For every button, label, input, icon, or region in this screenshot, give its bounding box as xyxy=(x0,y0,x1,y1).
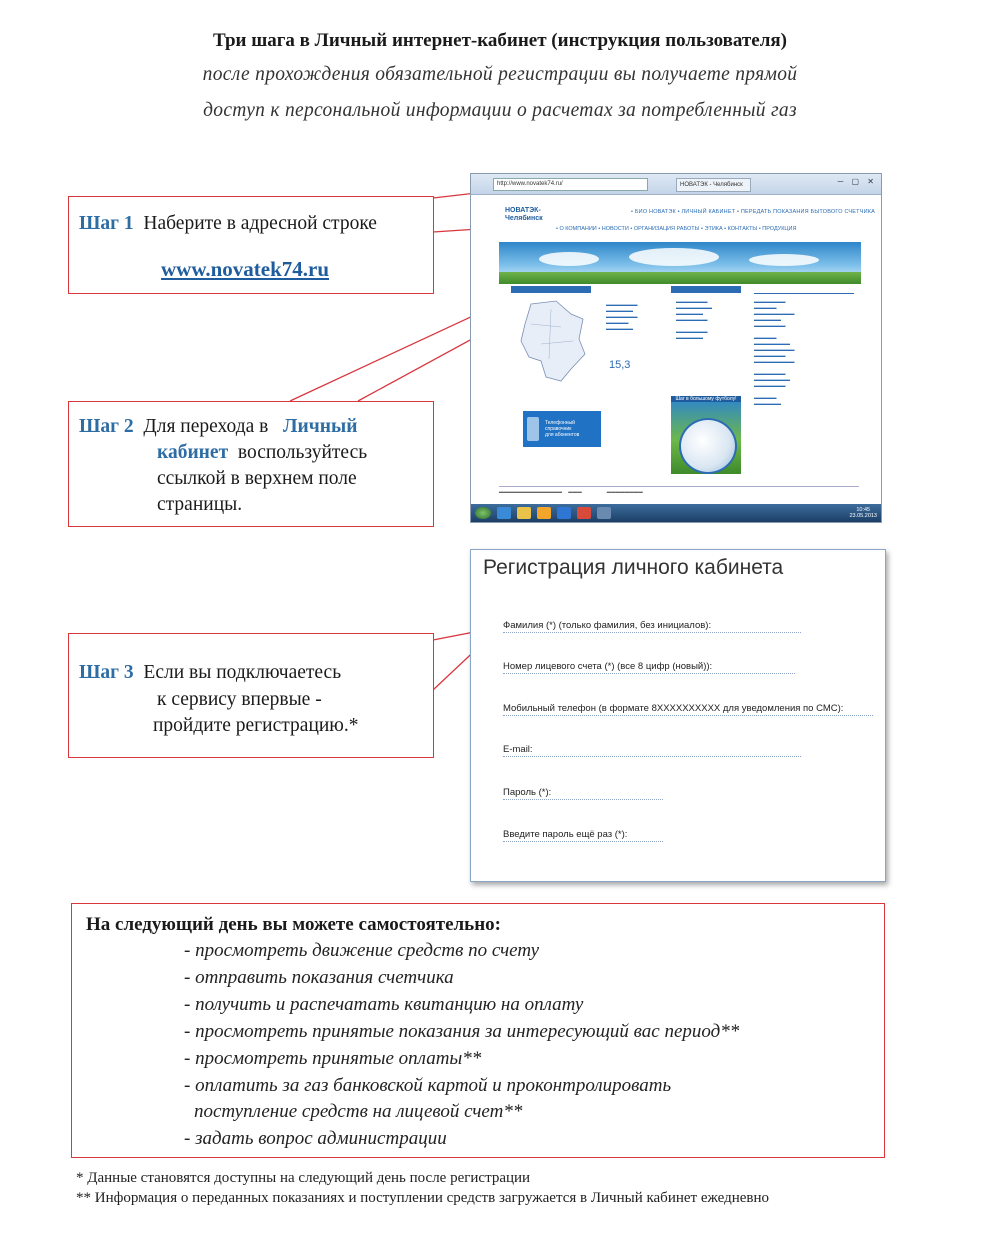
next-day-item: - просмотреть принятые оплаты** xyxy=(184,1048,482,1069)
field-password-repeat-input[interactable] xyxy=(503,841,663,842)
field-password-repeat-label: Введите пароль ещё раз (*): xyxy=(503,829,628,840)
field-password-label: Пароль (*): xyxy=(503,787,552,798)
step2-label: Шаг 2 xyxy=(79,416,134,437)
step3-label: Шаг 3 xyxy=(79,662,134,683)
registration-title: Регистрация личного кабинета xyxy=(483,556,784,579)
step3-text-b: к сервису впервые - xyxy=(157,689,322,710)
field-phone-input[interactable] xyxy=(503,715,873,716)
phone-directory-banner[interactable]: Телефонный справочник для абонентов xyxy=(523,411,601,447)
site-banner-grass xyxy=(499,272,861,284)
browser-tab[interactable]: НОВАТЭК - Челябинск xyxy=(676,178,751,192)
browser-screenshot xyxy=(470,173,882,523)
site-press-list[interactable]: ▬▬▬▬▬▬▬ ▬▬▬▬▬▬▬▬ ▬▬▬▬▬▬ ▬▬▬▬▬▬▬ ▬▬▬▬▬▬▬ ▬▬▬▬▬▬ xyxy=(676,299,712,340)
personal-cabinet-link-word1: Личный xyxy=(283,416,358,437)
page-subtitle-line2: доступ к персональной информации о расчетах за потребленный газ xyxy=(203,100,797,121)
site-top-nav[interactable]: • БИО НОВАТЭК • ЛИЧНЫЙ КАБИНЕТ • ПЕРЕДАТЬ ПОКАЗАНИЯ БЫТОВОГО СЧЕТЧИКА xyxy=(631,209,876,215)
folder-icon[interactable] xyxy=(517,507,531,519)
word-icon[interactable] xyxy=(557,507,571,519)
site-right-links[interactable]: ▬▬▬▬▬▬▬ ▬▬▬▬▬ ▬▬▬▬▬▬▬▬▬ ▬▬▬▬▬▬ ▬▬▬▬▬▬▬ ▬▬▬▬▬ ▬▬▬▬▬▬▬▬ ▬▬▬▬▬▬▬▬▬ ▬▬▬▬▬▬▬ ▬▬▬▬▬▬▬▬▬ ▬▬▬▬▬▬▬ ▬▬▬▬▬▬▬▬ ▬▬▬▬▬▬▬ ▬▬▬▬▬ ▬▬▬▬▬▬ xyxy=(754,299,795,406)
registration-form xyxy=(470,549,886,882)
start-icon[interactable] xyxy=(475,507,491,519)
football-banner-caption: Шаг в большому футболу! xyxy=(671,396,741,402)
pdf-icon[interactable] xyxy=(577,507,591,519)
step3-text-c: пройдите регистрацию.* xyxy=(153,715,359,736)
football-emblem xyxy=(679,418,737,474)
taskbar-clock: 10:45 23.05.2013 xyxy=(849,507,877,519)
field-surname-input[interactable] xyxy=(503,632,801,633)
page-subtitle-line1: после прохождения обязательной регистрации вы получаете прямой xyxy=(202,64,798,85)
next-day-item: - получить и распечатать квитанцию на оплату xyxy=(184,994,584,1015)
field-password-input[interactable] xyxy=(503,799,663,800)
site-sub-nav[interactable]: • О КОМПАНИИ • НОВОСТИ • ОРГАНИЗАЦИЯ РАБОТЫ • ЭТИКА • КОНТАКТЫ • ПРОДУКЦИЯ xyxy=(556,226,797,232)
step2-box xyxy=(68,401,434,527)
next-day-item: - оплатить за газ банковской картой и проконтролировать xyxy=(184,1075,672,1096)
footnote-1: * Данные становятся доступны на следующий день после регистрации xyxy=(76,1170,531,1186)
site-footer: ▬▬▬▬▬▬▬▬▬▬▬▬▬▬ ▬▬▬ ▬▬▬▬▬▬▬▬ xyxy=(499,486,859,494)
next-day-item: - задать вопрос администрации xyxy=(184,1128,447,1149)
site-news-text: ▬▬▬▬▬▬▬ ▬▬▬▬▬▬ ▬▬▬▬▬▬▬ ▬▬▬▬▬ ▬▬▬▬▬▬ xyxy=(606,302,638,331)
field-email-label: E-mail: xyxy=(503,744,533,755)
site-big-number: 15,3 xyxy=(609,359,631,371)
windows-taskbar xyxy=(471,504,882,522)
step2-text-b: воспользуйтесь xyxy=(237,442,368,463)
footnote-2: ** Информация о переданных показаниях и поступлении средств загружается в Личный кабинет ежедневно xyxy=(76,1190,770,1206)
next-day-item: - отправить показания счетчика xyxy=(184,967,454,988)
step1-text: Наберите в адресной строке xyxy=(143,213,377,234)
page-title: Три шага в Личный интернет-кабинет (инструкция пользователя) xyxy=(213,30,787,51)
address-bar[interactable]: http://www.novatek74.ru/ xyxy=(493,178,648,191)
next-day-item: поступление средств на лицевой счет** xyxy=(194,1101,523,1122)
field-email-input[interactable] xyxy=(503,756,801,757)
region-map xyxy=(511,299,591,384)
step1-label: Шаг 1 xyxy=(79,213,134,234)
window-buttons[interactable]: ─ ▢ ✕ xyxy=(837,177,877,186)
personal-cabinet-link-word2: кабинет xyxy=(157,442,229,463)
step2-text-d: страницы. xyxy=(157,494,243,515)
next-day-heading: На следующий день вы можете самостоятельно: xyxy=(86,914,501,935)
novatek-logo: НОВАТЭК- Челябинск xyxy=(505,207,543,222)
next-day-item: - просмотреть принятые показания за интересующий вас период** xyxy=(184,1021,740,1042)
step1-box xyxy=(68,196,434,294)
site-url-link[interactable]: www.novatek74.ru xyxy=(161,257,330,281)
step3-text-a: Если вы подключаетесь xyxy=(143,662,342,683)
media-icon[interactable] xyxy=(537,507,551,519)
field-phone-label: Мобильный телефон (в формате 8XXXXXXXXXX для уведомления по СМС): xyxy=(503,703,844,714)
browser-chrome xyxy=(471,174,881,195)
field-account-label: Номер лицевого счета (*) (все 8 цифр (новый)): xyxy=(503,661,713,672)
next-day-box xyxy=(71,903,885,1158)
field-account-input[interactable] xyxy=(503,673,795,674)
step3-box xyxy=(68,633,434,758)
next-day-item: - просмотреть движение средств по счету xyxy=(184,940,539,961)
step2-text-c: ссылкой в верхнем поле xyxy=(157,468,357,489)
field-surname-label: Фамилия (*) (только фамилия, без инициалов): xyxy=(503,620,712,631)
app-icon[interactable] xyxy=(597,507,611,519)
step2-text-a: Для перехода в xyxy=(143,416,269,437)
ie-icon[interactable] xyxy=(497,507,511,519)
